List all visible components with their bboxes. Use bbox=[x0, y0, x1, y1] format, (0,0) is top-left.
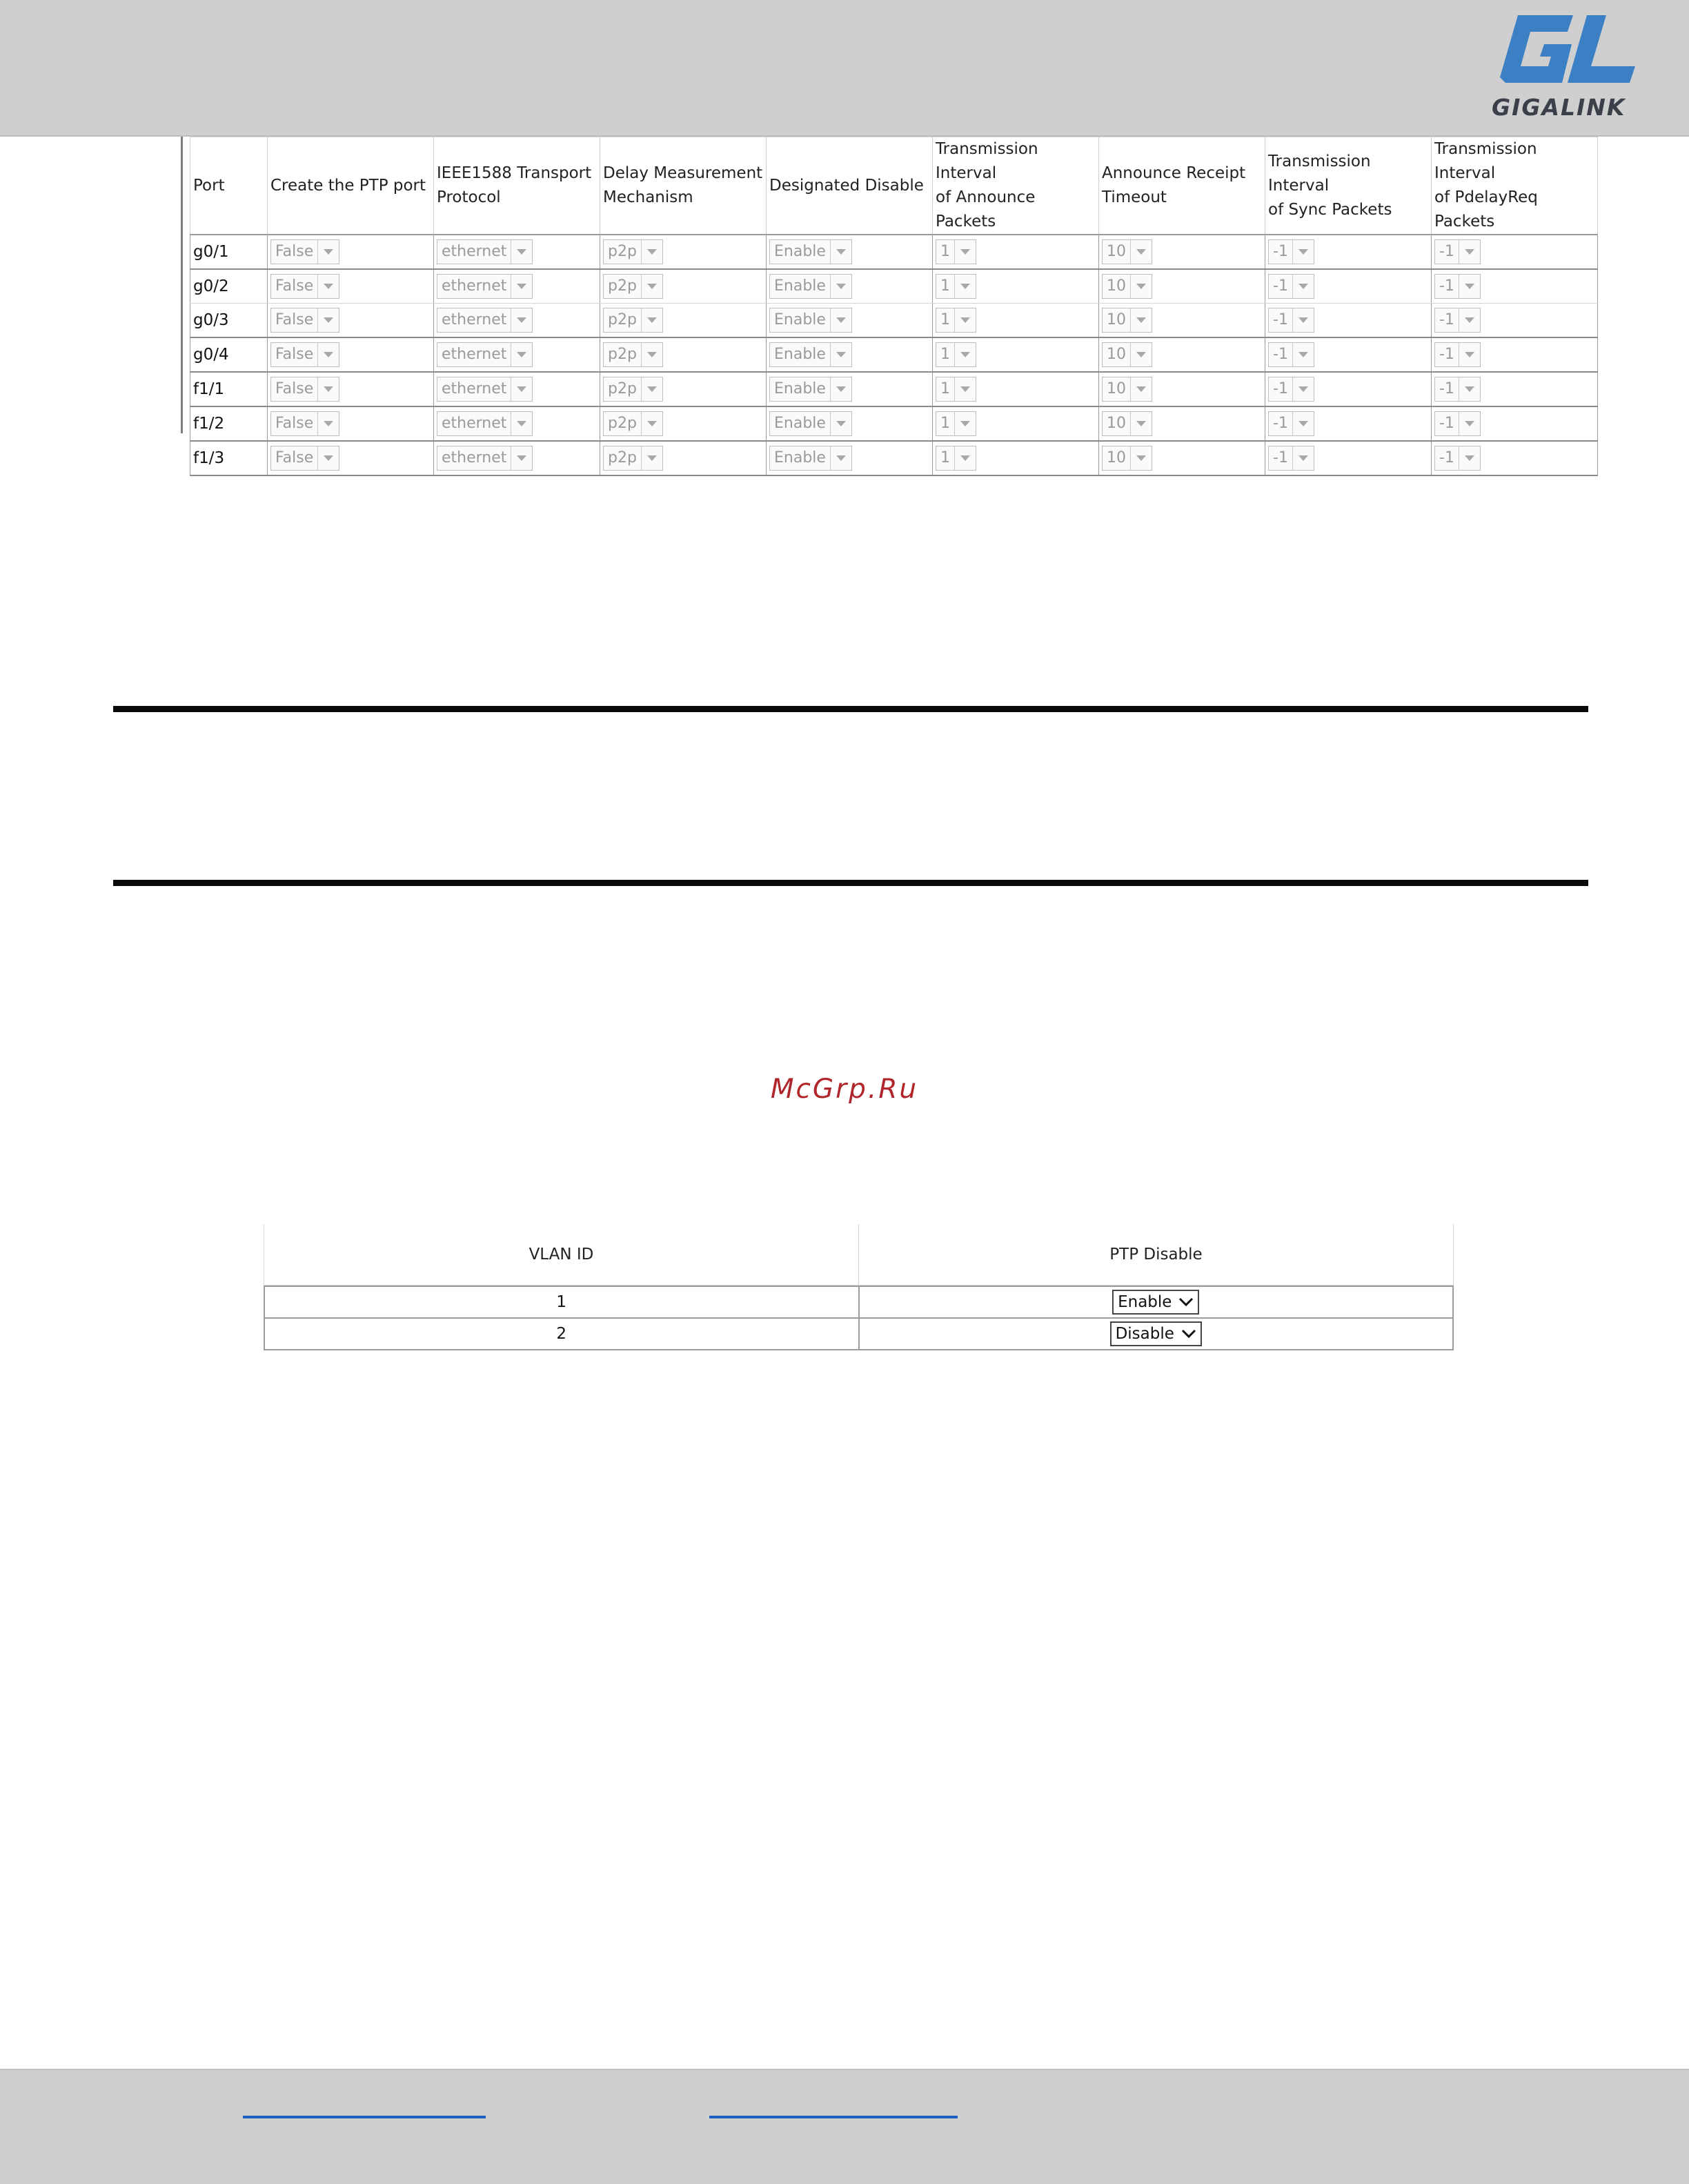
footer-link-1[interactable] bbox=[243, 2116, 486, 2118]
page-header bbox=[0, 0, 1689, 137]
announce-timeout-cell bbox=[1099, 406, 1265, 441]
select-value: p2p bbox=[608, 380, 637, 397]
dropdown-arrow-icon bbox=[641, 308, 662, 332]
announce-timeout-select[interactable] bbox=[1102, 446, 1152, 471]
table-row bbox=[190, 406, 1598, 441]
announce-interval-cell bbox=[933, 304, 1099, 338]
create-ptp-port-select[interactable] bbox=[270, 342, 339, 367]
dropdown-arrow-icon bbox=[1292, 377, 1314, 401]
table-row bbox=[190, 441, 1598, 475]
transport-protocol-select[interactable] bbox=[437, 308, 533, 333]
designated-disable-select[interactable] bbox=[769, 377, 852, 402]
select-value: False bbox=[275, 449, 314, 466]
header-line: of Sync Packets bbox=[1268, 200, 1392, 219]
announce-timeout-cell bbox=[1099, 337, 1265, 372]
create-cell bbox=[268, 372, 434, 406]
vlan-ptp-table bbox=[264, 1224, 1454, 1350]
select-value: Enable bbox=[774, 243, 826, 260]
dropdown-arrow-icon bbox=[954, 412, 976, 435]
sync-interval-select[interactable] bbox=[1268, 411, 1314, 436]
dropdown-arrow-icon bbox=[830, 412, 851, 435]
announce-timeout-cell bbox=[1099, 372, 1265, 406]
dropdown-arrow-icon bbox=[830, 377, 851, 401]
designated-disable-select[interactable] bbox=[769, 342, 852, 367]
select-value: ethernet bbox=[442, 380, 507, 397]
table-row bbox=[190, 269, 1598, 304]
select-value: -1 bbox=[1439, 277, 1454, 295]
create-ptp-port-select[interactable] bbox=[270, 239, 339, 264]
dropdown-arrow-icon bbox=[830, 446, 851, 470]
transport-protocol-select[interactable] bbox=[437, 446, 533, 471]
header-line: Protocol bbox=[437, 188, 501, 206]
dropdown-arrow-icon bbox=[317, 275, 339, 298]
announce-timeout-header bbox=[1099, 137, 1265, 235]
select-value: -1 bbox=[1273, 311, 1288, 328]
dropdown-arrow-icon bbox=[317, 343, 339, 366]
select-value: -1 bbox=[1273, 243, 1288, 260]
announce-interval-cell bbox=[933, 235, 1099, 269]
select-value: ethernet bbox=[442, 415, 507, 432]
dropdown-arrow-icon bbox=[317, 308, 339, 332]
sync-interval-select[interactable] bbox=[1268, 239, 1314, 264]
watermark-text: McGrp.Ru bbox=[770, 1074, 919, 1105]
select-value: p2p bbox=[608, 243, 637, 260]
designated-cell bbox=[767, 372, 933, 406]
delay-cell bbox=[600, 406, 767, 441]
header-line: Create the PTP port bbox=[270, 176, 426, 195]
designated-cell bbox=[767, 269, 933, 304]
pdelay-interval-cell bbox=[1432, 337, 1598, 372]
select-value: 1 bbox=[940, 449, 950, 466]
sync-interval-header bbox=[1265, 137, 1432, 235]
transport-cell bbox=[434, 235, 600, 269]
create-ptp-port-select[interactable] bbox=[270, 446, 339, 471]
pdelay-interval-cell bbox=[1432, 406, 1598, 441]
pdelay-interval-cell bbox=[1432, 372, 1598, 406]
dropdown-arrow-icon bbox=[1292, 308, 1314, 332]
dropdown-arrow-icon bbox=[511, 377, 532, 401]
announce-interval-select[interactable] bbox=[936, 377, 976, 402]
ptp-port-table bbox=[190, 137, 1598, 476]
dropdown-arrow-icon bbox=[511, 308, 532, 332]
select-value: Enable bbox=[1118, 1293, 1172, 1311]
select-value: False bbox=[275, 243, 314, 260]
announce-timeout-cell bbox=[1099, 441, 1265, 475]
table-row bbox=[190, 372, 1598, 406]
ptp-table-header-row bbox=[190, 137, 1598, 235]
select-value: ethernet bbox=[442, 311, 507, 328]
header-line: Transmission Interval bbox=[1434, 140, 1537, 182]
dropdown-arrow-icon bbox=[511, 412, 532, 435]
select-value: Enable bbox=[774, 346, 826, 363]
ptp-port-table-panel bbox=[181, 137, 1599, 467]
dropdown-arrow-icon bbox=[1130, 240, 1152, 264]
dropdown-arrow-icon bbox=[1292, 412, 1314, 435]
announce-timeout-select[interactable] bbox=[1102, 411, 1152, 436]
select-value: False bbox=[275, 311, 314, 328]
dropdown-arrow-icon bbox=[830, 343, 851, 366]
chevron-down-icon bbox=[1181, 1329, 1196, 1339]
create-ptp-port-select[interactable] bbox=[270, 274, 339, 299]
transport-protocol-header bbox=[434, 137, 600, 235]
create-cell bbox=[268, 304, 434, 338]
port-cell: g0/1 bbox=[190, 235, 268, 269]
select-value: 1 bbox=[940, 311, 950, 328]
select-value: 10 bbox=[1107, 311, 1126, 328]
select-value: 10 bbox=[1107, 380, 1126, 397]
table-row bbox=[190, 337, 1598, 372]
announce-interval-cell bbox=[933, 372, 1099, 406]
dropdown-arrow-icon bbox=[511, 275, 532, 298]
page-footer bbox=[0, 2069, 1689, 2184]
select-value: -1 bbox=[1273, 380, 1288, 397]
delay-cell bbox=[600, 372, 767, 406]
announce-interval-select[interactable] bbox=[936, 308, 976, 333]
dropdown-arrow-icon bbox=[1130, 377, 1152, 401]
dropdown-arrow-icon bbox=[511, 446, 532, 470]
announce-timeout-cell bbox=[1099, 269, 1265, 304]
delay-cell bbox=[600, 337, 767, 372]
announce-timeout-select[interactable] bbox=[1102, 274, 1152, 299]
table-row bbox=[264, 1319, 1454, 1350]
create-cell bbox=[268, 337, 434, 372]
delay-mechanism-select[interactable] bbox=[603, 377, 663, 402]
ptp-disable-header: PTP Disable bbox=[858, 1224, 1453, 1285]
vlan-id-header: VLAN ID bbox=[529, 1246, 594, 1263]
select-value: 1 bbox=[940, 243, 950, 260]
transport-protocol-select[interactable] bbox=[437, 274, 533, 299]
select-value: p2p bbox=[608, 346, 637, 363]
designated-cell bbox=[767, 337, 933, 372]
select-value: p2p bbox=[608, 311, 637, 328]
announce-interval-cell bbox=[933, 269, 1099, 304]
sync-interval-cell bbox=[1265, 337, 1432, 372]
select-value: -1 bbox=[1273, 415, 1288, 432]
port-header bbox=[190, 137, 268, 235]
transport-cell bbox=[434, 372, 600, 406]
dropdown-arrow-icon bbox=[1292, 446, 1314, 470]
designated-cell bbox=[767, 304, 933, 338]
port-cell: g0/2 bbox=[190, 269, 268, 304]
dropdown-arrow-icon bbox=[1292, 240, 1314, 264]
transport-protocol-select[interactable] bbox=[437, 342, 533, 367]
dropdown-arrow-icon bbox=[954, 308, 976, 332]
transport-cell bbox=[434, 406, 600, 441]
dropdown-arrow-icon bbox=[830, 240, 851, 264]
announce-timeout-select[interactable] bbox=[1102, 377, 1152, 402]
sync-interval-select[interactable] bbox=[1268, 308, 1314, 333]
horizontal-rule-top bbox=[113, 706, 1588, 712]
delay-mechanism-select[interactable] bbox=[603, 239, 663, 264]
announce-timeout-select[interactable] bbox=[1102, 308, 1152, 333]
dropdown-arrow-icon bbox=[641, 412, 662, 435]
select-value: Enable bbox=[774, 449, 826, 466]
select-value: 1 bbox=[940, 346, 950, 363]
select-value: ethernet bbox=[442, 449, 507, 466]
dropdown-arrow-icon bbox=[1459, 240, 1480, 264]
create-ptp-port-header bbox=[268, 137, 434, 235]
select-value: p2p bbox=[608, 277, 637, 295]
sync-interval-cell bbox=[1265, 372, 1432, 406]
sync-interval-select[interactable] bbox=[1268, 377, 1314, 402]
dropdown-arrow-icon bbox=[1459, 275, 1480, 298]
announce-interval-header bbox=[933, 137, 1099, 235]
pdelay-interval-cell bbox=[1432, 441, 1598, 475]
pdelay-interval-cell bbox=[1432, 269, 1598, 304]
dropdown-arrow-icon bbox=[641, 377, 662, 401]
designated-cell bbox=[767, 441, 933, 475]
sync-interval-select[interactable] bbox=[1268, 446, 1314, 471]
create-cell bbox=[268, 269, 434, 304]
pdelay-interval-select[interactable] bbox=[1434, 308, 1481, 333]
designated-disable-select[interactable] bbox=[769, 274, 852, 299]
dropdown-arrow-icon bbox=[1459, 308, 1480, 332]
dropdown-arrow-icon bbox=[641, 275, 662, 298]
transport-cell bbox=[434, 441, 600, 475]
logo-text: GIGALINK bbox=[1492, 94, 1626, 121]
announce-interval-select[interactable] bbox=[936, 446, 976, 471]
delay-cell bbox=[600, 441, 767, 475]
dropdown-arrow-icon bbox=[830, 275, 851, 298]
header-line: Port bbox=[193, 176, 225, 195]
header-line: Announce Receipt bbox=[1102, 164, 1246, 182]
vlan-id-cell: 1 bbox=[556, 1293, 567, 1311]
designated-disable-select[interactable] bbox=[769, 239, 852, 264]
ptp-disable-select[interactable] bbox=[1112, 1290, 1199, 1315]
announce-interval-select[interactable] bbox=[936, 274, 976, 299]
create-ptp-port-select[interactable] bbox=[270, 411, 339, 436]
select-value: 10 bbox=[1107, 346, 1126, 363]
vlan-table-header bbox=[264, 1224, 1454, 1286]
header-line: IEEE1588 Transport bbox=[437, 164, 592, 182]
designated-cell bbox=[767, 406, 933, 441]
create-cell bbox=[268, 235, 434, 269]
footer-link-2[interactable] bbox=[709, 2116, 958, 2118]
select-value: -1 bbox=[1439, 311, 1454, 328]
announce-interval-select[interactable] bbox=[936, 411, 976, 436]
port-cell: g0/4 bbox=[190, 337, 268, 372]
sync-interval-select[interactable] bbox=[1268, 342, 1314, 367]
pdelay-interval-cell bbox=[1432, 235, 1598, 269]
dropdown-arrow-icon bbox=[1130, 446, 1152, 470]
header-line: Designated Disable bbox=[769, 176, 924, 195]
pdelay-interval-header bbox=[1432, 137, 1598, 235]
dropdown-arrow-icon bbox=[1292, 343, 1314, 366]
delay-mechanism-select[interactable] bbox=[603, 274, 663, 299]
dropdown-arrow-icon bbox=[954, 343, 976, 366]
select-value: Enable bbox=[774, 380, 826, 397]
designated-disable-select[interactable] bbox=[769, 411, 852, 436]
announce-timeout-cell bbox=[1099, 304, 1265, 338]
dropdown-arrow-icon bbox=[830, 308, 851, 332]
header-line: Delay Measurement bbox=[603, 164, 763, 182]
dropdown-arrow-icon bbox=[954, 377, 976, 401]
select-value: Disable bbox=[1115, 1325, 1174, 1343]
select-value: -1 bbox=[1439, 346, 1454, 363]
dropdown-arrow-icon bbox=[1130, 308, 1152, 332]
dropdown-arrow-icon bbox=[317, 412, 339, 435]
port-cell: g0/3 bbox=[190, 304, 268, 338]
dropdown-arrow-icon bbox=[317, 240, 339, 264]
transport-protocol-select[interactable] bbox=[437, 239, 533, 264]
dropdown-arrow-icon bbox=[511, 240, 532, 264]
create-ptp-port-select[interactable] bbox=[270, 377, 339, 402]
designated-disable-header bbox=[767, 137, 933, 235]
sync-interval-cell bbox=[1265, 235, 1432, 269]
header-line: Timeout bbox=[1102, 188, 1167, 206]
dropdown-arrow-icon bbox=[1130, 275, 1152, 298]
select-value: p2p bbox=[608, 449, 637, 466]
select-value: 10 bbox=[1107, 277, 1126, 295]
announce-timeout-select[interactable] bbox=[1102, 239, 1152, 264]
delay-mechanism-select[interactable] bbox=[603, 342, 663, 367]
select-value: -1 bbox=[1439, 449, 1454, 466]
delay-mechanism-select[interactable] bbox=[603, 411, 663, 436]
sync-interval-cell bbox=[1265, 406, 1432, 441]
select-value: ethernet bbox=[442, 243, 507, 260]
delay-cell bbox=[600, 235, 767, 269]
create-ptp-port-select[interactable] bbox=[270, 308, 339, 333]
dropdown-arrow-icon bbox=[1459, 446, 1480, 470]
header-line: of Announce Packets bbox=[936, 188, 1036, 230]
select-value: Enable bbox=[774, 415, 826, 432]
dropdown-arrow-icon bbox=[641, 343, 662, 366]
select-value: -1 bbox=[1273, 346, 1288, 363]
select-value: False bbox=[275, 380, 314, 397]
delay-mechanism-select[interactable] bbox=[603, 446, 663, 471]
select-value: 1 bbox=[940, 277, 950, 295]
select-value: -1 bbox=[1273, 449, 1288, 466]
announce-interval-cell bbox=[933, 337, 1099, 372]
sync-interval-cell bbox=[1265, 304, 1432, 338]
transport-protocol-select[interactable] bbox=[437, 377, 533, 402]
select-value: -1 bbox=[1273, 277, 1288, 295]
create-cell bbox=[268, 441, 434, 475]
header-line: Transmission Interval bbox=[1268, 152, 1371, 195]
pdelay-interval-select[interactable] bbox=[1434, 239, 1481, 264]
select-value: ethernet bbox=[442, 346, 507, 363]
sync-interval-cell bbox=[1265, 441, 1432, 475]
dropdown-arrow-icon bbox=[317, 377, 339, 401]
header-line: Mechanism bbox=[603, 188, 693, 206]
pdelay-interval-cell bbox=[1432, 304, 1598, 338]
select-value: ethernet bbox=[442, 277, 507, 295]
dropdown-arrow-icon bbox=[317, 446, 339, 470]
pdelay-interval-select[interactable] bbox=[1434, 274, 1481, 299]
header-line: of PdelayReq Packets bbox=[1434, 188, 1538, 230]
announce-interval-select[interactable] bbox=[936, 342, 976, 367]
designated-disable-select[interactable] bbox=[769, 446, 852, 471]
select-value: Enable bbox=[774, 277, 826, 295]
transport-cell bbox=[434, 269, 600, 304]
delay-cell bbox=[600, 269, 767, 304]
announce-interval-cell bbox=[933, 406, 1099, 441]
ptp-disable-cell bbox=[858, 1287, 1453, 1317]
dropdown-arrow-icon bbox=[1292, 275, 1314, 298]
select-value: -1 bbox=[1439, 243, 1454, 260]
port-cell: f1/2 bbox=[190, 406, 268, 441]
pdelay-interval-select[interactable] bbox=[1434, 446, 1481, 471]
ptp-disable-cell bbox=[858, 1319, 1453, 1349]
port-cell: f1/1 bbox=[190, 372, 268, 406]
dropdown-arrow-icon bbox=[1130, 343, 1152, 366]
create-cell bbox=[268, 406, 434, 441]
sync-interval-select[interactable] bbox=[1268, 274, 1314, 299]
dropdown-arrow-icon bbox=[1459, 377, 1480, 401]
pdelay-interval-select[interactable] bbox=[1434, 342, 1481, 367]
pdelay-interval-select[interactable] bbox=[1434, 377, 1481, 402]
dropdown-arrow-icon bbox=[954, 275, 976, 298]
delay-mechanism-select[interactable] bbox=[603, 308, 663, 333]
delay-mechanism-header bbox=[600, 137, 767, 235]
pdelay-interval-select[interactable] bbox=[1434, 411, 1481, 436]
select-value: False bbox=[275, 277, 314, 295]
dropdown-arrow-icon bbox=[1459, 412, 1480, 435]
announce-interval-select[interactable] bbox=[936, 239, 976, 264]
select-value: 10 bbox=[1107, 415, 1126, 432]
select-value: 1 bbox=[940, 380, 950, 397]
select-value: False bbox=[275, 415, 314, 432]
sync-interval-cell bbox=[1265, 269, 1432, 304]
delay-cell bbox=[600, 304, 767, 338]
vlan-id-cell: 2 bbox=[556, 1325, 567, 1343]
dropdown-arrow-icon bbox=[954, 240, 976, 264]
dropdown-arrow-icon bbox=[1130, 412, 1152, 435]
port-cell: f1/3 bbox=[190, 441, 268, 475]
dropdown-arrow-icon bbox=[1459, 343, 1480, 366]
ptp-disable-select[interactable] bbox=[1110, 1321, 1202, 1346]
select-value: 10 bbox=[1107, 243, 1126, 260]
table-row bbox=[190, 304, 1598, 338]
dropdown-arrow-icon bbox=[641, 446, 662, 470]
gl-logo-mark-icon bbox=[1490, 15, 1656, 91]
select-value: 10 bbox=[1107, 449, 1126, 466]
select-value: False bbox=[275, 346, 314, 363]
horizontal-rule-bottom bbox=[113, 880, 1588, 886]
table-row bbox=[190, 235, 1598, 269]
announce-timeout-cell bbox=[1099, 235, 1265, 269]
transport-protocol-select[interactable] bbox=[437, 411, 533, 436]
designated-disable-select[interactable] bbox=[769, 308, 852, 333]
transport-cell bbox=[434, 304, 600, 338]
announce-timeout-select[interactable] bbox=[1102, 342, 1152, 367]
table-row bbox=[264, 1286, 1454, 1319]
dropdown-arrow-icon bbox=[641, 240, 662, 264]
designated-cell bbox=[767, 235, 933, 269]
select-value: 1 bbox=[940, 415, 950, 432]
select-value: -1 bbox=[1439, 415, 1454, 432]
dropdown-arrow-icon bbox=[511, 343, 532, 366]
announce-interval-cell bbox=[933, 441, 1099, 475]
chevron-down-icon bbox=[1178, 1297, 1194, 1307]
select-value: Enable bbox=[774, 311, 826, 328]
transport-cell bbox=[434, 337, 600, 372]
select-value: p2p bbox=[608, 415, 637, 432]
header-line: Transmission Interval bbox=[936, 140, 1038, 182]
dropdown-arrow-icon bbox=[954, 446, 976, 470]
select-value: -1 bbox=[1439, 380, 1454, 397]
